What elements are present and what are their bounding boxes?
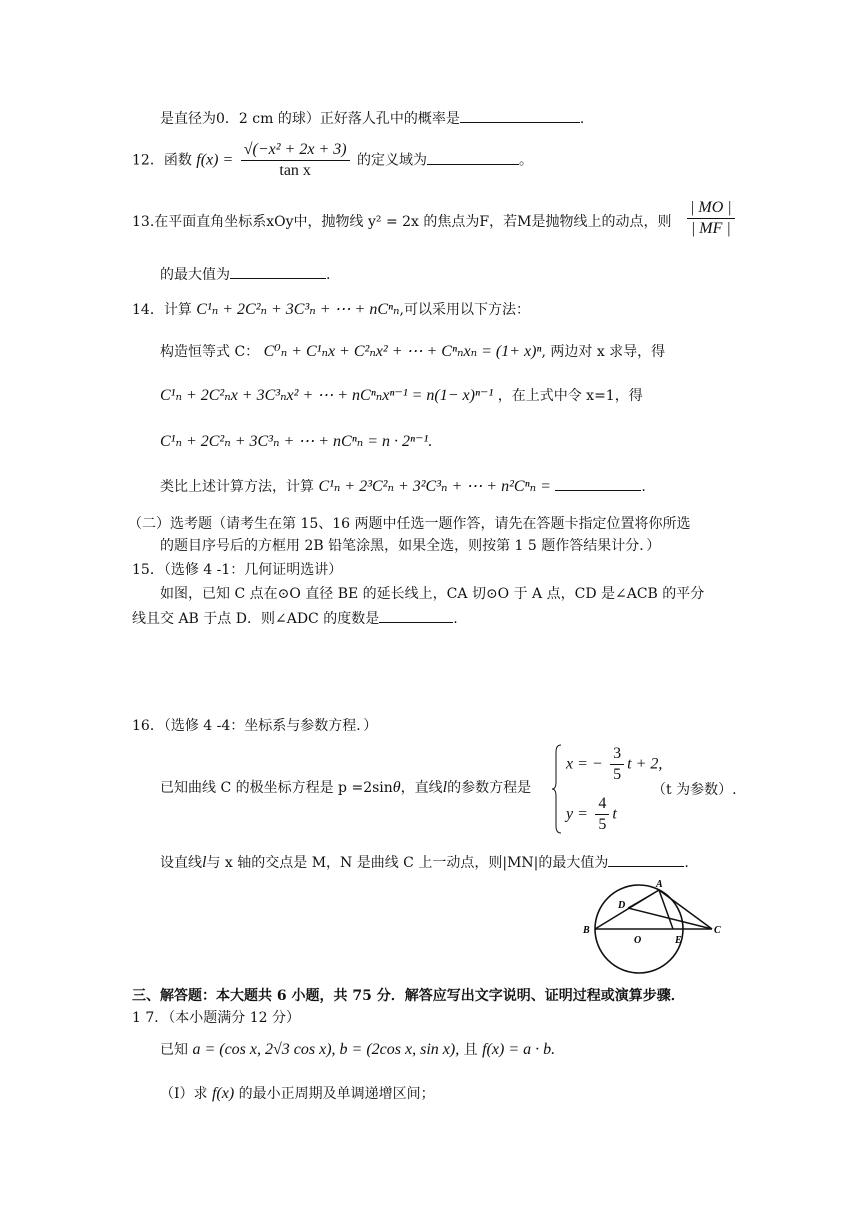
param-note: （t 为参数）. — [652, 782, 737, 798]
answer-blank[interactable] — [379, 608, 453, 623]
answer-blank[interactable] — [230, 264, 326, 279]
answer-blank[interactable] — [427, 150, 519, 165]
question-14: 14．计算 C¹ₙ + 2C²ₙ + 3C³ₙ + ⋯ + nCⁿₙ,可以采用以下方法： — [132, 301, 530, 318]
question-15: 15．（选修 4 -1：几何证明选讲） — [132, 562, 343, 578]
question-17: 1 7．（本小题满分 12 分） — [132, 1010, 300, 1026]
label-b: B — [583, 925, 590, 936]
question-16-line3: 设直线l与 x 轴的交点是 M，N 是曲线 C 上一动点，则|MN|的最大值为 . — [160, 854, 689, 871]
mo-mf-fraction: $\frac{| MO |}{| MF |}$ — [684, 198, 738, 239]
question-14-line5: 类比上述计算方法，计算 C¹ₙ + 2³C²ₙ + 3²C³ₙ + ⋯ + n²Cⁿₙ = . — [160, 478, 646, 495]
q11-tail-line: 是直径为0．2 cm 的球）正好落人孔中的概率是 . — [160, 108, 584, 129]
label-o: O — [634, 935, 642, 946]
fraction: $\frac{\text{√(−x² + 2x + 3)}}{\text{tan x}}$ — [241, 140, 350, 181]
answer-blank[interactable] — [460, 108, 580, 123]
answer-blank[interactable] — [608, 852, 684, 867]
question-15-line2: 如图，已知 C 点在⊙O 直径 BE 的延长线上，CA 切⊙O 于 A 点，CD 是∠ACB 的平分 — [160, 586, 705, 602]
section-3-header: 三、解答题：本大题共 6 小题，共 75 分．解答应写出文字说明、证明过程或演算步骤． — [132, 988, 685, 1004]
question-16-line2: 已知曲线 C 的极坐标方程是 p =2sinθ，直线l的参数方程是 — [160, 779, 532, 796]
question-12: 12．函数 f(x) = $\frac{\text{√(−x² + 2x + 3)}}{\text{tan x}}$ 的定义域为 。 — [132, 141, 534, 179]
question-14-line2: 构造恒等式 C： C⁰ₙ + C¹ₙx + C²ₙx² + ⋯ + Cⁿₙxₙ = (1+ x)ⁿ, 两边对 x 求导，得 — [160, 343, 666, 360]
question-16: 16．（选修 4 -4：坐标系与参数方程．） — [132, 718, 378, 734]
section-2-header-line2: 的题目序号后的方框用 2B 铅笔涂黑，如果全选，则按第 1 5 题作答结果计分．） — [160, 538, 661, 554]
brace-icon — [552, 744, 562, 834]
label-e: E — [675, 935, 682, 946]
question-14-line3: C¹ₙ + 2C²ₙx + 3C³ₙx² + ⋯ + nCⁿₙxⁿ⁻¹ = n(1− x)ⁿ⁻¹ ，在上式中令 x=1，得 — [160, 387, 643, 404]
question-14-line4: C¹ₙ + 2C²ₙ + 3C³ₙ + ⋯ + nCⁿₙ = n · 2ⁿ⁻¹. — [160, 433, 433, 450]
question-17-line2: 已知 a = (cos x, 2√3 cos x), b = (2cos x, sin x), 且 f(x) = a · b. — [160, 1041, 556, 1058]
answer-blank[interactable] — [555, 476, 641, 491]
question-15-line3: 线且交 AB 于点 D．则∠ADC 的度数是 . — [132, 608, 458, 629]
label-a: A — [656, 879, 663, 890]
question-13: 13.在平面直角坐标系xOy中，抛物线 y² = 2x 的焦点为F，若M是抛物线上的动点，则 — [132, 214, 672, 230]
line-ac — [659, 890, 712, 929]
label-c: C — [714, 925, 721, 936]
question-13-line2: 的最大值为 . — [160, 264, 330, 285]
question-17-part1: （I）求 f(x) 的最小正周期及单调递增区间； — [160, 1085, 435, 1102]
geometry-figure — [582, 876, 732, 976]
label-d: D — [618, 900, 626, 911]
param-equation-x: x = − $\frac{3}{5}$ t + 2, — [566, 745, 663, 783]
parametric-brace — [552, 744, 562, 834]
section-2-header: （二）选考题（请考生在第 15、16 两题中任选一题作答，请先在答题卡指定位置将你所选 — [128, 516, 691, 532]
line-ad — [628, 890, 659, 908]
param-equation-y: y = $\frac{4}{5}$ t — [566, 795, 617, 833]
